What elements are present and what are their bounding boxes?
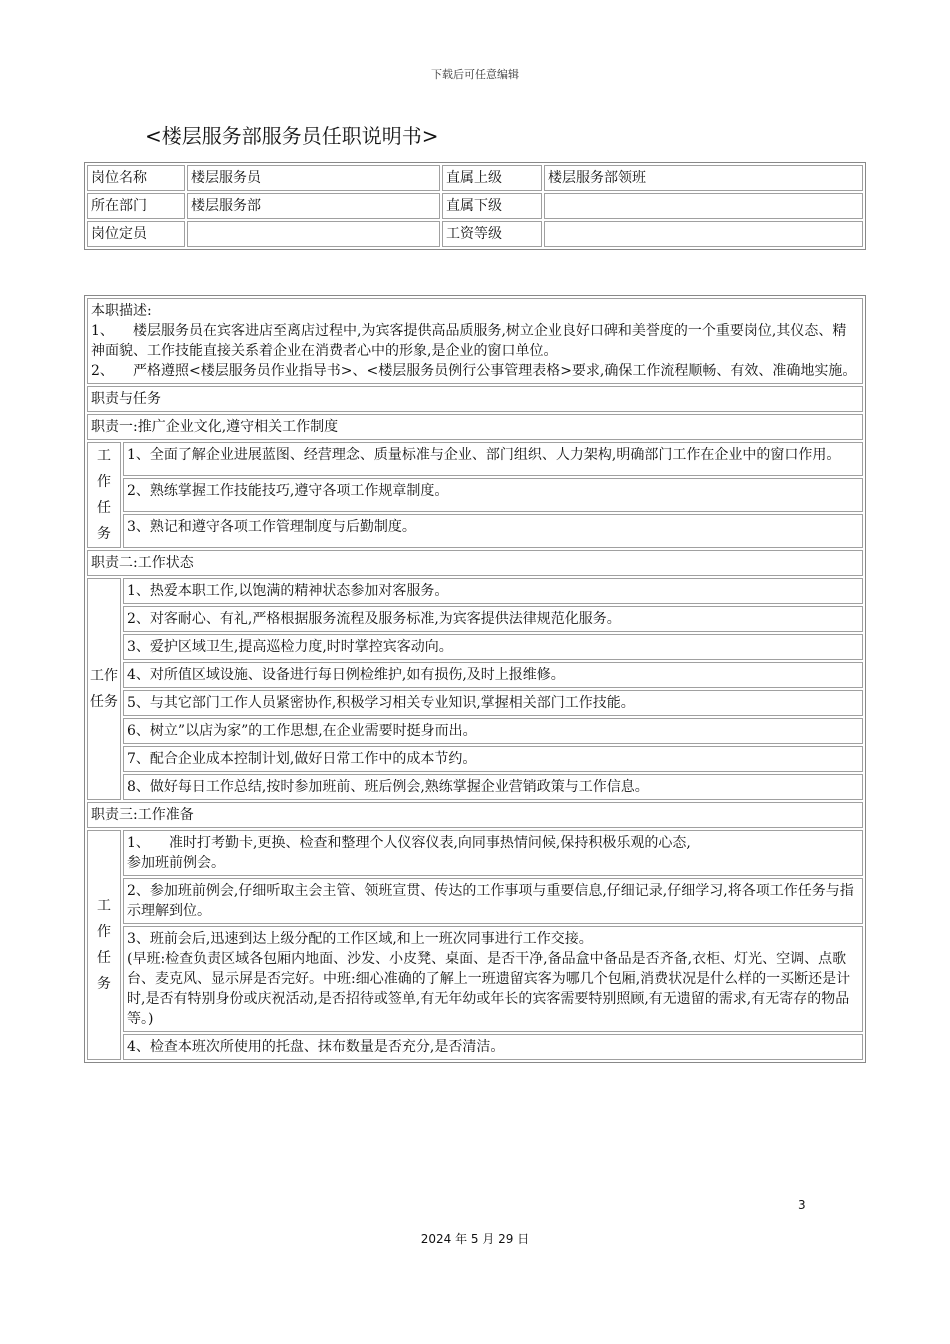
label-cell: 工资等级 [442, 221, 542, 247]
table-row [87, 634, 863, 660]
duty-title: 职责一:推广企业文化,遵守相关工作制度 [87, 414, 863, 440]
table-row [87, 830, 863, 876]
table-row [87, 802, 863, 828]
task-item: 4、对所值区域设施、设备进行每日例检维护,如有损伤,及时上报维修。 [123, 662, 863, 688]
duties-table [84, 295, 866, 1063]
description-paragraph [91, 321, 859, 361]
table-row [87, 606, 863, 632]
task-item: 3、熟记和遵守各项工作管理制度与后勤制度。 [123, 514, 863, 548]
task-item: 6、树立”以店为家”的工作思想,在企业需要时挺身而出。 [123, 718, 863, 744]
task-item: 7、配合企业成本控制计划,做好日常工作中的成本节约。 [123, 746, 863, 772]
task-item: 1、全面了解企业进展蓝图、经营理念、质量标准与企业、部门组织、人力架构,明确部门工作在企业中的窗口作用。 [123, 442, 863, 476]
value-cell [544, 193, 863, 219]
task-item: 5、与其它部门工作人员紧密协作,积极学习相关专业知识,掌握相关部门工作技能。 [123, 690, 863, 716]
duty-title: 职责二:工作状态 [87, 550, 863, 576]
table-row [87, 926, 863, 1032]
task-item [123, 926, 863, 1032]
table-row [87, 165, 863, 191]
task-item: 1、热爱本职工作,以饱满的精神状态参加对客服务。 [123, 578, 863, 604]
paragraph-number: 1、 [91, 323, 114, 339]
table-row [87, 718, 863, 744]
paragraph-text: 严格遵照<楼层服务员作业指导书>、<楼层服务员例行公事管理表格>要求,确保工作流程顺畅、有效、准确地实施。 [133, 363, 857, 379]
side-label: 工作任务 [87, 578, 121, 800]
label-cell: 所在部门 [87, 193, 185, 219]
side-label: 工作任务 [87, 442, 121, 548]
paragraph-text: 楼层服务员在宾客进店至离店过程中,为宾客提供高品质服务,树立企业良好口碑和美誉度的一个重要岗位,其仪态、精神面貌、工作技能直接关系着企业在消费者心中的形象,是企业的窗口单位。 [91, 323, 847, 359]
page-number: 3 [798, 1198, 806, 1212]
item-number: 1、 [127, 835, 150, 851]
position-info-table [84, 162, 866, 250]
item-text: 准时打考勤卡,更换、检查和整理个人仪容仪表,向同事热情问候,保持积极乐观的心态, [169, 835, 691, 851]
task-item: 8、做好每日工作总结,按时参加班前、班后例会,熟练掌握企业营销政策与工作信息。 [123, 774, 863, 800]
label-cell: 岗位定员 [87, 221, 185, 247]
table-row [87, 514, 863, 548]
description-paragraph [91, 361, 859, 381]
table-row [87, 221, 863, 247]
value-cell [544, 221, 863, 247]
table-row [87, 878, 863, 924]
footer-date: 2024 年 5 月 29 日 [420, 1232, 530, 1246]
value-cell: 楼层服务部领班 [544, 165, 863, 191]
task-item: 2、参加班前例会,仔细听取主会主管、领班宣贯、传达的工作事项与重要信息,仔细记录,仔细学习,将各项工作任务与指示理解到位。 [123, 878, 863, 924]
task-item: 2、熟练掌握工作技能技巧,遵守各项工作规章制度。 [123, 478, 863, 512]
item-text: 3、班前会后,迅速到达上级分配的工作区域,和上一班次同事进行工作交接。 [127, 931, 593, 947]
label-cell: 岗位名称 [87, 165, 185, 191]
value-cell: 楼层服务部 [187, 193, 440, 219]
table-row [87, 386, 863, 412]
item-note: (早班:检查负责区域各包厢内地面、沙发、小皮凳、桌面、是否干净,备品盒中备品是否齐备,衣柜、灯光、空调、点歌台、麦克风、显示屏是否完好。中班:细心准确的了解上一班遗留宾客为哪几个包厢,消费状况是什么样的一买断还是计时,是否有特别身份或庆祝活动,是否招待或签单,有无年幼或年长的宾客需要特别照顾,有无遗留的需求,有无寄存的物品等。) [127, 951, 851, 1027]
table-row [87, 746, 863, 772]
table-row [87, 298, 863, 384]
table-row [87, 414, 863, 440]
table-row [87, 550, 863, 576]
task-item: 4、检查本班次所使用的托盘、抹布数量是否充分,是否清洁。 [123, 1034, 863, 1060]
table-row [87, 662, 863, 688]
label-cell: 直属下级 [442, 193, 542, 219]
table-row [87, 193, 863, 219]
page-title: <楼层服务部服务员任职说明书> [145, 124, 439, 148]
value-cell [187, 221, 440, 247]
value-cell: 楼层服务员 [187, 165, 440, 191]
item-text: 参加班前例会。 [127, 855, 225, 871]
table-row [87, 1034, 863, 1060]
task-item: 2、对客耐心、有礼,严格根据服务流程及服务标准,为宾客提供法律规范化服务。 [123, 606, 863, 632]
task-item [123, 830, 863, 876]
label-cell: 直属上级 [442, 165, 542, 191]
description-heading: 本职描述: [91, 303, 152, 319]
table-row [87, 442, 863, 476]
task-item: 3、爱护区域卫生,提高巡检力度,时时掌控宾客动向。 [123, 634, 863, 660]
table-row [87, 478, 863, 512]
duty-title: 职责三:工作准备 [87, 802, 863, 828]
section-heading: 职责与任务 [87, 386, 863, 412]
table-row [87, 690, 863, 716]
header-note: 下载后可任意编辑 [431, 68, 519, 81]
job-description [87, 298, 863, 384]
table-row [87, 774, 863, 800]
paragraph-number: 2、 [91, 363, 114, 379]
table-row [87, 578, 863, 604]
side-label: 工作任务 [87, 830, 121, 1060]
